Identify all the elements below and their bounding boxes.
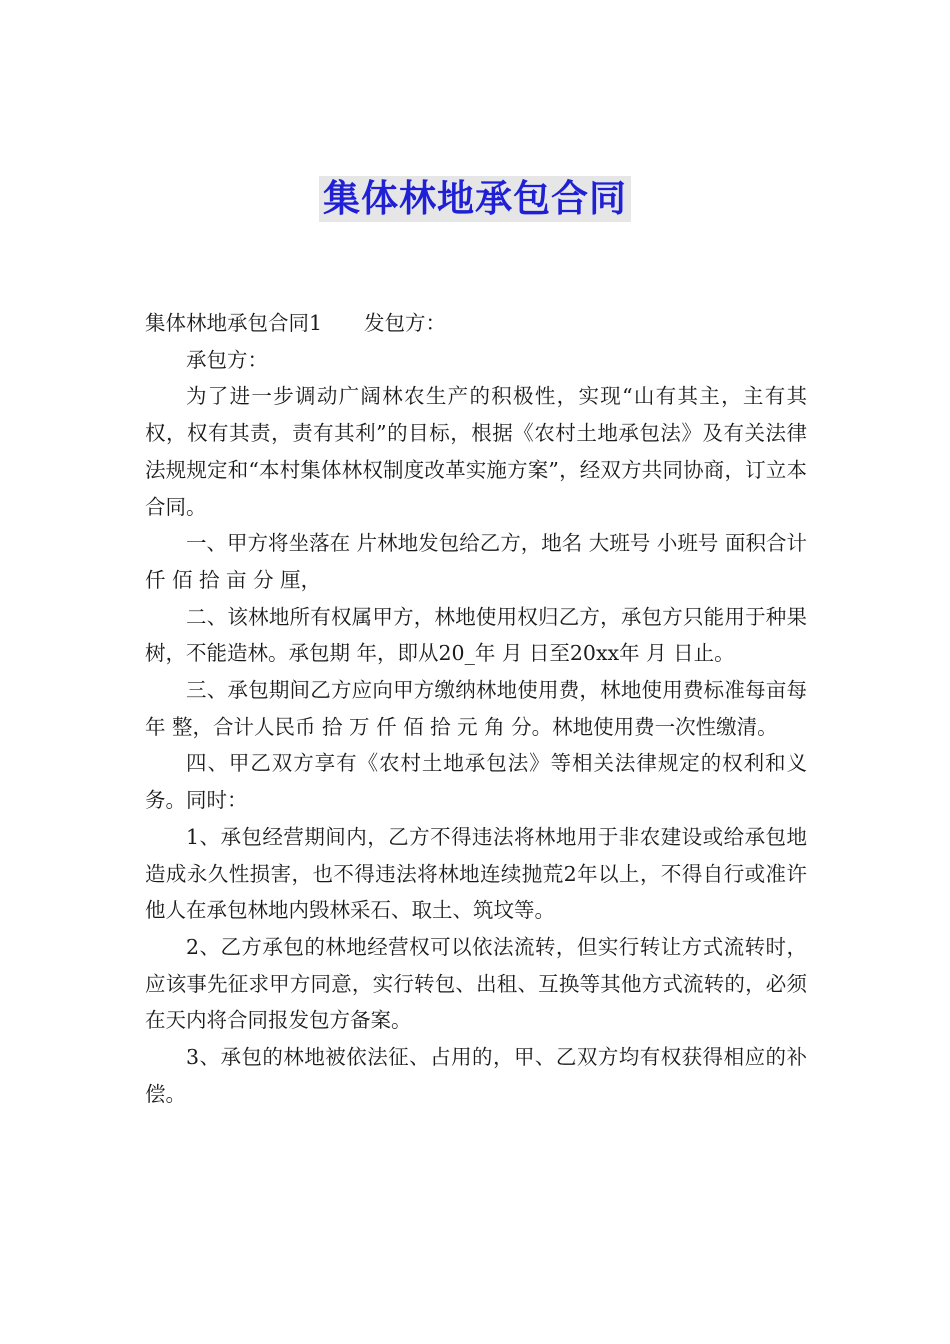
issuer-label: 发包方： [364,311,447,335]
document-body [145,305,807,1112]
clause-3: 三、承包期间乙方应向甲方缴纳林地使用费，林地使用费标准每亩每年 整，合计人民币 拾 万 仟 佰 拾 元 角 分。林地使用费一次性缴清。 [145,678,807,739]
clause-1: 一、甲方将坐落在 片林地发包给乙方，地名 大班号 小班号 面积合计 仟 佰 拾 亩 分 厘， [145,531,807,592]
preamble-paragraph: 为了进一步调动广阔林农生产的积极性，实现“山有其主，主有其权，权有其责，责有其利”的目标，根据《农村土地承包法》及有关法律法规规定和“本村集体林权制度改革实施方案”，经双方共同协商，订立本合同。 [145,384,807,519]
clause-4: 四、甲乙双方享有《农村土地承包法》等相关法律规定的权利和义务。同时： [145,751,807,813]
clause-2: 二、该林地所有权属甲方，林地使用权归乙方，承包方只能用于种果树，不能造林。承包期 年，即从20_年 月 日至20xx年 月 日止。 [145,604,807,666]
sub-clause-3: 3、承包的林地被依法征、占用的，甲、乙双方均有权获得相应的补偿。 [145,1045,807,1106]
contract-heading-line [145,305,807,342]
title-container [0,176,950,222]
sub-clause-2: 2、乙方承包的林地经营权可以依法流转，但实行转让方式流转时，应该事先征求甲方同意，实行转包、出租、互换等其他方式流转的，必须在天内将合同报发包方备案。 [145,934,807,1033]
sub-clause-1: 1、承包经营期间内，乙方不得违法将林地用于非农建设或给承包地造成永久性损害，也不得违法将林地连续抛荒2年以上，不得自行或准许他人在承包林地内毁林采石、取土、筑坟等。 [145,824,807,923]
document-title: 集体林地承包合同 [319,176,631,222]
contract-number: 集体林地承包合同1 [145,311,323,335]
contractor-label: 承包方： [186,347,268,372]
